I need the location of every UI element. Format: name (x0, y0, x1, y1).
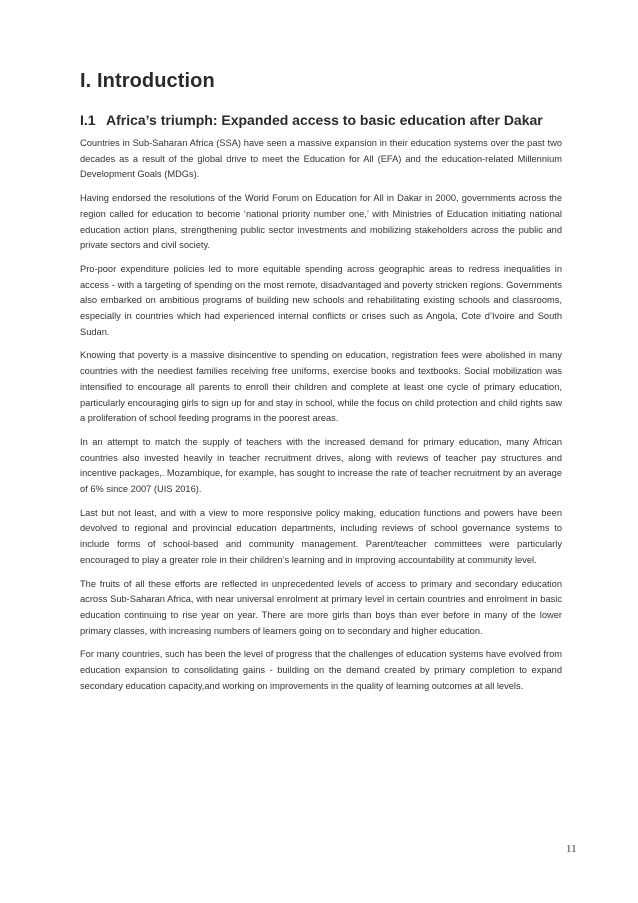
paragraph: Having endorsed the resolutions of the World Forum on Education for All in Dakar in 2000, governments across the region called for education to become ‘national priority number one,’ with Ministries of Education initiating national education action plans, strengthening public sector investments and mobilizing stakeholders across the public and private sectors and civil society. (80, 193, 562, 251)
paragraph: Countries in Sub-Saharan Africa (SSA) have seen a massive expansion in their education systems over the past two decades as a result of the global drive to meet the Education for All (EFA) and the education-related Millennium Development Goals (MDGs). (80, 138, 562, 180)
paragraph: Knowing that poverty is a massive disincentive to spending on education, registration fees were abolished in many countries with the neediest families receiving free uniforms, exercise books and textbooks. Social mobilization was intensified to encourage all parents to enroll their children and complete at least one cycle of primary education, particularly encouraging girls to sign up for and stay in school, while the focus on child protection and child rights saw a proliferation of school feeding programs in the poorest areas. (80, 350, 562, 424)
paragraph: For many countries, such has been the level of progress that the challenges of education systems have evolved from education expansion to consolidating gains - building on the demand created by primary completion to expand secondary education capacity,and working on improvements in the quality of learning outcomes at all levels. (80, 649, 562, 691)
paragraph: In an attempt to match the supply of teachers with the increased demand for primary education, many African countries also invested heavily in teacher recruitment drives, along with reviews of teacher pay structures and incentive packages,. Mozambique, for example, has sought to increase the rate of teacher recruitment by an average of 6% since 2007 (UIS 2016). (80, 436, 562, 495)
document-page (80, 70, 562, 703)
subsection-title: Africa’s triumph: Expanded access to basic education after Dakar (106, 112, 543, 128)
subsection-heading (80, 111, 562, 130)
subsection-number: I.1 (80, 112, 96, 128)
paragraph: Pro-poor expenditure policies led to more equitable spending across geographic areas to redress inequalities in access - with a targeting of spending on the most remote, disadvantaged and poverty stricken regions. Governments also embarked on ambitious programs of building new schools and rehabilitating existing schools and classrooms, especially in countries which had experienced internal conflicts or crises such as Angola, Cote d’Ivoire and South Sudan. (80, 263, 562, 337)
paragraph: Last but not least, and with a view to more responsive policy making, education functions and powers have been devolved to regional and provincial education departments, including reviews of school governance systems to include forms of school-based and community management. Parent/teacher committees were particularly encouraged to play a greater role in their children’s learning and in improving accountability at community level. (80, 507, 562, 565)
paragraph: The fruits of all these efforts are reflected in unprecedented levels of access to primary and secondary education across Sub-Saharan Africa, with near universal enrolment at primary level in certain countries and enrolment in basic education continuing to rise year on year. There are more girls than boys than ever before in many of the lower primary classes, with increasing numbers of learners going on to secondary and higher education. (80, 578, 562, 636)
section-heading: I. Introduction (80, 70, 215, 92)
page-number: 11 (566, 843, 577, 855)
